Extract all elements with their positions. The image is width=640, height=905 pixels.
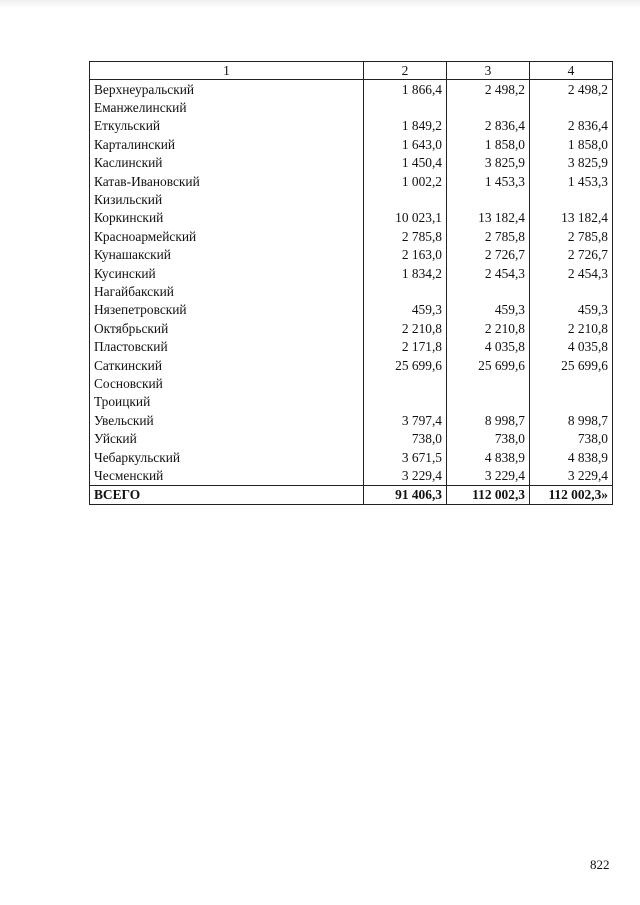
table-row — [90, 466, 613, 485]
value-cell-4: 2 498,2 — [530, 80, 613, 99]
value-cell-2: 25 699,6 — [364, 356, 447, 374]
table-row — [90, 301, 613, 319]
value-cell-3 — [447, 282, 530, 300]
value-cell-2: 1 866,4 — [364, 80, 447, 99]
value-cell-4: 2 454,3 — [530, 264, 613, 282]
total-value-2: 91 406,3 — [364, 485, 447, 504]
district-name-cell: Кизильский — [90, 190, 364, 208]
value-cell-2: 1 002,2 — [364, 172, 447, 190]
table-row — [90, 393, 613, 411]
total-value-3: 112 002,3 — [447, 485, 530, 504]
table-row — [90, 98, 613, 116]
value-cell-2 — [364, 282, 447, 300]
value-cell-2: 2 785,8 — [364, 227, 447, 245]
total-row — [90, 485, 613, 504]
table-body — [90, 80, 613, 486]
value-cell-2: 2 171,8 — [364, 337, 447, 355]
value-cell-3 — [447, 98, 530, 116]
value-cell-3: 459,3 — [447, 301, 530, 319]
value-cell-2: 3 671,5 — [364, 448, 447, 466]
value-cell-3: 3 825,9 — [447, 154, 530, 172]
value-cell-2: 2 163,0 — [364, 246, 447, 264]
district-name-cell: Карталинский — [90, 135, 364, 153]
value-cell-4 — [530, 282, 613, 300]
column-header-4: 4 — [530, 62, 613, 80]
value-cell-4: 4 035,8 — [530, 337, 613, 355]
value-cell-3: 2 210,8 — [447, 319, 530, 337]
column-header-1: 1 — [90, 62, 364, 80]
table-row — [90, 264, 613, 282]
value-cell-2: 1 450,4 — [364, 154, 447, 172]
value-cell-4: 3 825,9 — [530, 154, 613, 172]
value-cell-3: 25 699,6 — [447, 356, 530, 374]
value-cell-4: 13 182,4 — [530, 209, 613, 227]
value-cell-3: 3 229,4 — [447, 466, 530, 485]
scan-edge-shade — [0, 0, 640, 8]
value-cell-2 — [364, 190, 447, 208]
table-row — [90, 374, 613, 392]
value-cell-3: 1 453,3 — [447, 172, 530, 190]
total-value-4: 112 002,3» — [530, 485, 613, 504]
value-cell-3: 1 858,0 — [447, 135, 530, 153]
value-cell-2: 1 834,2 — [364, 264, 447, 282]
value-cell-3: 4 838,9 — [447, 448, 530, 466]
value-cell-3: 13 182,4 — [447, 209, 530, 227]
district-name-cell: Троицкий — [90, 393, 364, 411]
district-name-cell: Кусинский — [90, 264, 364, 282]
value-cell-3: 2 454,3 — [447, 264, 530, 282]
district-name-cell: Сосновский — [90, 374, 364, 392]
value-cell-4: 1 858,0 — [530, 135, 613, 153]
value-cell-4: 738,0 — [530, 429, 613, 447]
district-name-cell: Коркинский — [90, 209, 364, 227]
value-cell-2: 10 023,1 — [364, 209, 447, 227]
district-name-cell: Чесменский — [90, 466, 364, 485]
value-cell-3: 2 836,4 — [447, 117, 530, 135]
table-header-row — [90, 62, 613, 80]
value-cell-4: 459,3 — [530, 301, 613, 319]
table-row — [90, 429, 613, 447]
value-cell-4: 2 785,8 — [530, 227, 613, 245]
district-name-cell: Октябрьский — [90, 319, 364, 337]
value-cell-2: 1 643,0 — [364, 135, 447, 153]
value-cell-3 — [447, 393, 530, 411]
table-row — [90, 172, 613, 190]
table-row — [90, 356, 613, 374]
district-name-cell: Кунашакский — [90, 246, 364, 264]
table-row — [90, 282, 613, 300]
total-label: ВСЕГО — [90, 485, 364, 504]
value-cell-4: 2 726,7 — [530, 246, 613, 264]
value-cell-3: 2 785,8 — [447, 227, 530, 245]
district-name-cell: Саткинский — [90, 356, 364, 374]
district-name-cell: Катав-Ивановский — [90, 172, 364, 190]
value-cell-4 — [530, 393, 613, 411]
district-name-cell: Красноармейский — [90, 227, 364, 245]
district-name-cell: Увельский — [90, 411, 364, 429]
district-name-cell: Еманжелинский — [90, 98, 364, 116]
column-header-3: 3 — [447, 62, 530, 80]
value-cell-4 — [530, 98, 613, 116]
table-row — [90, 209, 613, 227]
district-name-cell: Нязепетровский — [90, 301, 364, 319]
value-cell-4 — [530, 374, 613, 392]
value-cell-3: 4 035,8 — [447, 337, 530, 355]
value-cell-2 — [364, 98, 447, 116]
value-cell-4: 1 453,3 — [530, 172, 613, 190]
page-number: 822 — [590, 857, 610, 872]
table-row — [90, 154, 613, 172]
value-cell-2: 1 849,2 — [364, 117, 447, 135]
value-cell-4: 2 210,8 — [530, 319, 613, 337]
table-row — [90, 117, 613, 135]
value-cell-2 — [364, 393, 447, 411]
value-cell-4: 8 998,7 — [530, 411, 613, 429]
table-row — [90, 227, 613, 245]
district-name-cell: Чебаркульский — [90, 448, 364, 466]
district-name-cell: Пластовский — [90, 337, 364, 355]
table-row — [90, 319, 613, 337]
value-cell-2 — [364, 374, 447, 392]
table-row — [90, 135, 613, 153]
value-cell-4: 25 699,6 — [530, 356, 613, 374]
value-cell-2: 738,0 — [364, 429, 447, 447]
value-cell-3: 2 726,7 — [447, 246, 530, 264]
value-cell-2: 3 797,4 — [364, 411, 447, 429]
budget-table — [89, 61, 613, 505]
table-row — [90, 190, 613, 208]
district-name-cell: Нагайбакский — [90, 282, 364, 300]
table-row — [90, 246, 613, 264]
value-cell-3: 738,0 — [447, 429, 530, 447]
table-row — [90, 80, 613, 99]
value-cell-2: 2 210,8 — [364, 319, 447, 337]
district-name-cell: Еткульский — [90, 117, 364, 135]
value-cell-4: 4 838,9 — [530, 448, 613, 466]
table-row — [90, 337, 613, 355]
table-row — [90, 411, 613, 429]
value-cell-4 — [530, 190, 613, 208]
table-row — [90, 448, 613, 466]
value-cell-3: 2 498,2 — [447, 80, 530, 99]
value-cell-4: 2 836,4 — [530, 117, 613, 135]
column-header-2: 2 — [364, 62, 447, 80]
district-name-cell: Каслинский — [90, 154, 364, 172]
value-cell-2: 459,3 — [364, 301, 447, 319]
value-cell-2: 3 229,4 — [364, 466, 447, 485]
district-name-cell: Уйский — [90, 429, 364, 447]
value-cell-3: 8 998,7 — [447, 411, 530, 429]
value-cell-3 — [447, 374, 530, 392]
value-cell-3 — [447, 190, 530, 208]
value-cell-4: 3 229,4 — [530, 466, 613, 485]
district-name-cell: Верхнеуральский — [90, 80, 364, 99]
